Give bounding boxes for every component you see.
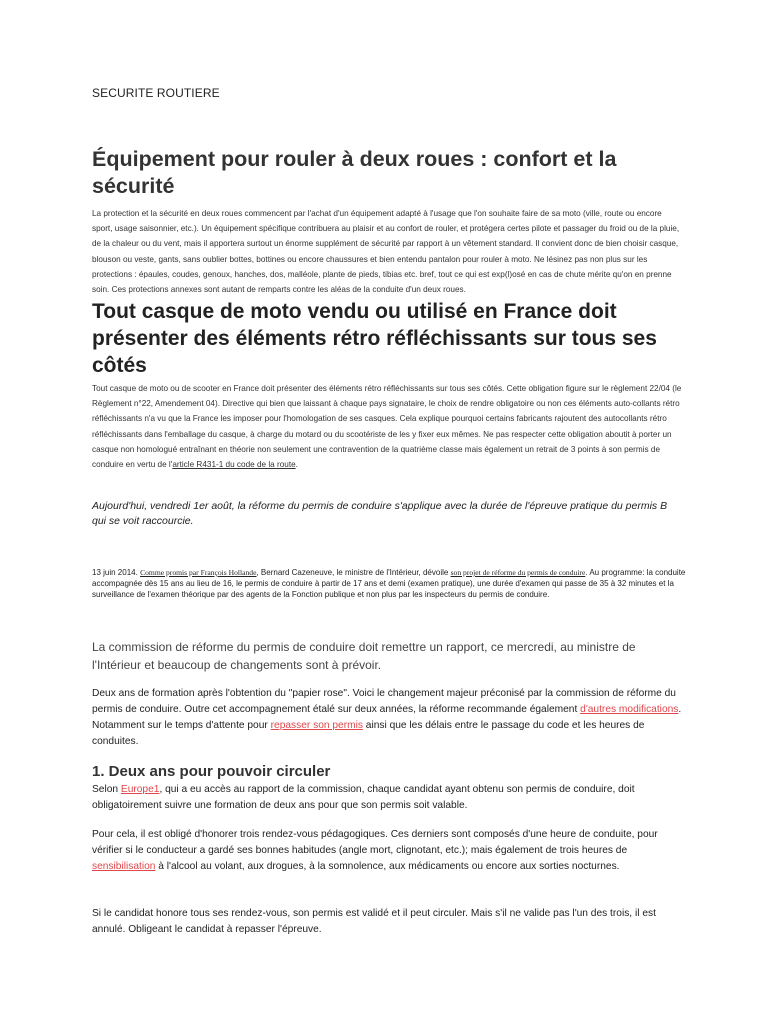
article-r431-link[interactable]: article R431-1 du code de la route	[172, 460, 296, 470]
section-title-helmet: Tout casque de moto vendu ou utilisé en France doit présenter des éléments rétro réfléchissants sur tous ses côtés	[92, 300, 657, 377]
helmet-paragraph	[92, 381, 682, 472]
section-title-equipment: Équipement pour rouler à deux roues : confort et la sécurité	[92, 147, 617, 198]
section-title-two-years: 1. Deux ans pour pouvoir circuler	[92, 763, 331, 780]
equipment-paragraph: La protection et la sécurité en deux roues commencent par l'achat d'un équipement adapté à l'usage que l'on souhaite faire de sa moto (ville, route ou encore sport, usage saisonnier, etc.). Un équipement spécifique contribuera au plaisir et au confort de rouler, et protégera certes pilote et passager du froid ou de la pluie, de la chaleur ou du vent, mais il apportera surtout un énorme supplément de sécurité par rapport à un vêtement standard. Il convient donc de bien choisir casque, blouson ou veste, gants, sans oublier bottes, bottines ou encore chaussures et bien entendu pantalon pour rouler à moto. Ne lésinez pas non plus sur les protections : épaules, coudes, genoux, hanches, dos, malléole, plante de pieds, tibias etc. bref, tout ce qui est exp(l)osé en cas de chute mérite qu'on en prenne soin. Ces protections annexes sont autant de remparts contre les aléas de la conduite d'un deux roues.	[92, 209, 680, 295]
europe1-link[interactable]: Europe1	[120, 784, 160, 795]
retake-permit-link[interactable]: repasser son permis	[270, 720, 363, 731]
helmet-paragraph-text: Tout casque de moto ou de scooter en France doit présenter des éléments rétro réfléchissants sur tous ses côtés. Cette obligation figure sur le règlement 22/04 (le Règlement n°22, Amendement 04). Directive qui bien que laissant à chaque pays signataire, le choix de rendre obligatoire ou non ces éléments auto-collants rétro réfléchissants n'a vu que la France les imposer pour l'homologation de ses casques. Cela explique pourquoi certains fabricants rajoutent des autocollants rétro réfléchissants dans l'emballage du casque, à charge du motard ou du scootériste de les y fixer eux mêmes. Ne pas respecter cette obligation aboutit à porter un casque non homologué entraînant en théorie non seulement une contravention de la quatrième classe mais également un retrait de 3 points à son permis de conduire en vertu de l'	[92, 384, 682, 470]
reform-paragraph	[92, 686, 686, 750]
europe1-text-a: Selon	[92, 784, 119, 795]
reform-text-1: Deux ans de formation après l'obtention du "papier rose". Voici le changement majeur préconisé par la commission de réforme du permis de conduire. Outre cet accompagnement étalé sur deux années, la réforme recommande également	[92, 688, 676, 715]
dated-news-paragraph	[92, 568, 686, 600]
news-date: 13 juin 2014.	[92, 568, 138, 577]
other-modifications-link[interactable]: d'autres modifications	[580, 704, 679, 715]
news-text-2: . Au programme: la conduite accompagnée dès 15 ans au lieu de 16, le permis de conduire à partir de 17 ans et demi (examen pratique), une durée d'examen qui passe de 35 à 32 minutes et la surveillance de l'examen théorique par des agents de la Fonction publique et non plus par les inspecteurs du permis de conduire.	[92, 568, 686, 599]
appointments-paragraph	[92, 827, 686, 875]
reform-project-link[interactable]: son projet de réforme du permis de conduire	[450, 568, 586, 577]
validation-paragraph: Si le candidat honore tous ses rendez-vous, son permis est validé et il peut circuler. Mais s'il ne valide pas l'un des trois, il est annulé. Obligeant le candidat à repasser l'épreuve.	[92, 908, 656, 935]
news-text-1: , Bernard Cazeneuve, le ministre de l'Intérieur, dévoile	[256, 568, 449, 577]
document-header: SECURITE ROUTIERE	[92, 86, 220, 100]
reform-text-3: ainsi que les délais entre le passage du code et les heures de conduites.	[92, 720, 645, 747]
lead-paragraph: La commission de réforme du permis de conduire doit remettre un rapport, ce mercredi, au ministre de l'Intérieur et beaucoup de changements sont à prévoir.	[92, 640, 636, 672]
europe1-text-b: , qui a eu accès au rapport de la commission, chaque candidat ayant obtenu son permis de conduire, doit obligatoirement suivre une formation de deux ans pour que son permis soit valable.	[92, 784, 635, 811]
helmet-paragraph-end: .	[295, 460, 298, 470]
europe1-paragraph	[92, 782, 686, 814]
sensibilisation-link[interactable]: sensibilisation	[92, 861, 156, 872]
hollande-promise-link[interactable]: Comme promis par François Hollande	[140, 568, 257, 577]
appointments-text-a: Pour cela, il est obligé d'honorer trois rendez-vous pédagogiques. Ces derniers sont composés d'une heure de conduite, pour vérifier si le conducteur a gardé ses bonnes habitudes (angle mort, clignotant, etc.); mais également de trois heures de	[92, 829, 658, 856]
appointments-text-b: à l'alcool au volant, aux drogues, à la somnolence, aux médicaments ou encore aux sorties nocturnes.	[158, 861, 620, 872]
permit-reform-intro: Aujourd'hui, vendredi 1er août, la réforme du permis de conduire s'applique avec la durée de l'épreuve pratique du permis B qui se voit raccourcie.	[92, 500, 668, 527]
reform-text-2: . Notamment sur le temps d'attente pour	[92, 704, 682, 731]
